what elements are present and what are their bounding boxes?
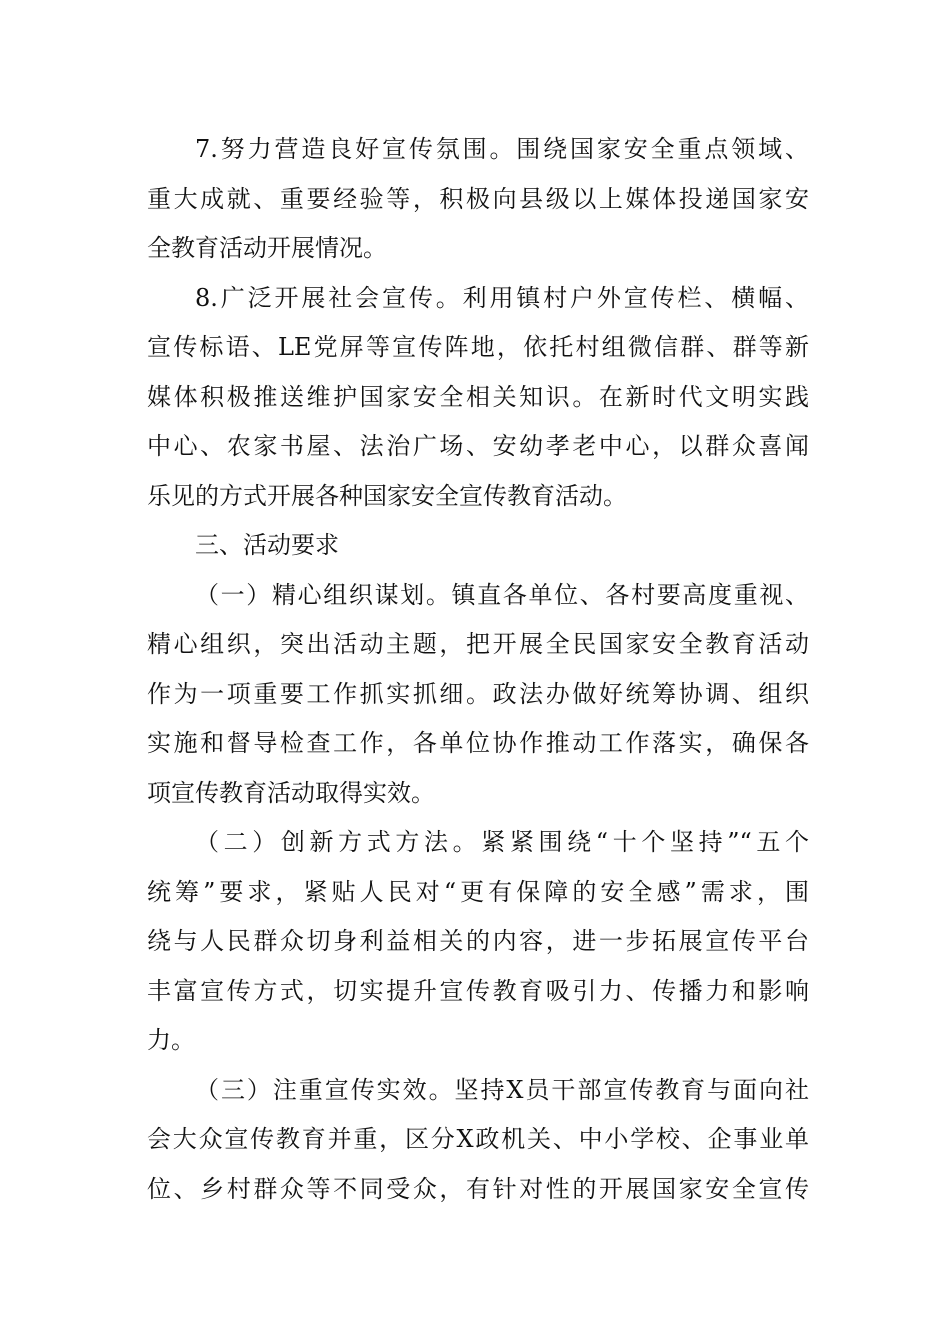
paragraph-3-line-3: 位、乡村群众等不同受众，有针对性的开展国家安全宣传: [147, 1174, 809, 1203]
paragraph-8-line-5: 乐见的方式开展各种国家安全宣传教育活动。: [147, 481, 627, 510]
paragraph-2-line-4: 丰富宣传方式，切实提升宣传教育吸引力、传播力和影响: [147, 976, 809, 1005]
document-body: [147, 125, 809, 1214]
section-heading-activity-requirements: 三、活动要求: [195, 531, 339, 559]
paragraph-2-line-5: 力。: [147, 1026, 195, 1054]
paragraph-8-line-1: 8.广泛开展社会宣传。利用镇村户外宣传栏、横幅、: [195, 283, 809, 312]
paragraph-8-line-3: 媒体积极推送维护国家安全相关知识。在新时代文明实践: [147, 382, 809, 411]
paragraph-7-line-2: 重大成就、重要经验等，积极向县级以上媒体投递国家安: [147, 184, 809, 213]
paragraph-1-line-5: 项宣传教育活动取得实效。: [147, 778, 435, 807]
paragraph-2-line-1: （二）创新方式方法。紧紧围绕“十个坚持”“五个: [195, 828, 809, 856]
paragraph-7-line-1: 7.努力营造良好宣传氛围。围绕国家安全重点领域、: [195, 135, 809, 163]
paragraph-1-line-2: 精心组织，突出活动主题，把开展全民国家安全教育活动: [147, 630, 809, 658]
paragraph-1-line-3: 作为一项重要工作抓实抓细。政法办做好统筹协调、组织: [147, 679, 809, 708]
paragraph-1-line-4: 实施和督导检查工作，各单位协作推动工作落实，确保各: [147, 729, 809, 757]
paragraph-2-line-3: 绕与人民群众切身利益相关的内容，进一步拓展宣传平台: [147, 927, 809, 955]
paragraph-1-line-1: （一）精心组织谋划。镇直各单位、各村要高度重视、: [195, 580, 809, 609]
paragraph-8-line-4: 中心、农家书屋、法治广场、安幼孝老中心，以群众喜闻: [147, 432, 809, 460]
paragraph-7-line-3: 全教育活动开展情况。: [147, 234, 387, 262]
paragraph-3-line-1: （三）注重宣传实效。坚持X员干部宣传教育与面向社: [195, 1075, 809, 1104]
paragraph-8-line-2: 宣传标语、LE党屏等宣传阵地，依托村组微信群、群等新: [147, 333, 809, 361]
paragraph-3-line-2: 会大众宣传教育并重，区分X政机关、中小学校、企事业单: [147, 1125, 809, 1153]
paragraph-2-line-2: 统筹”要求，紧贴人民对“更有保障的安全感”需求，围: [147, 877, 809, 906]
